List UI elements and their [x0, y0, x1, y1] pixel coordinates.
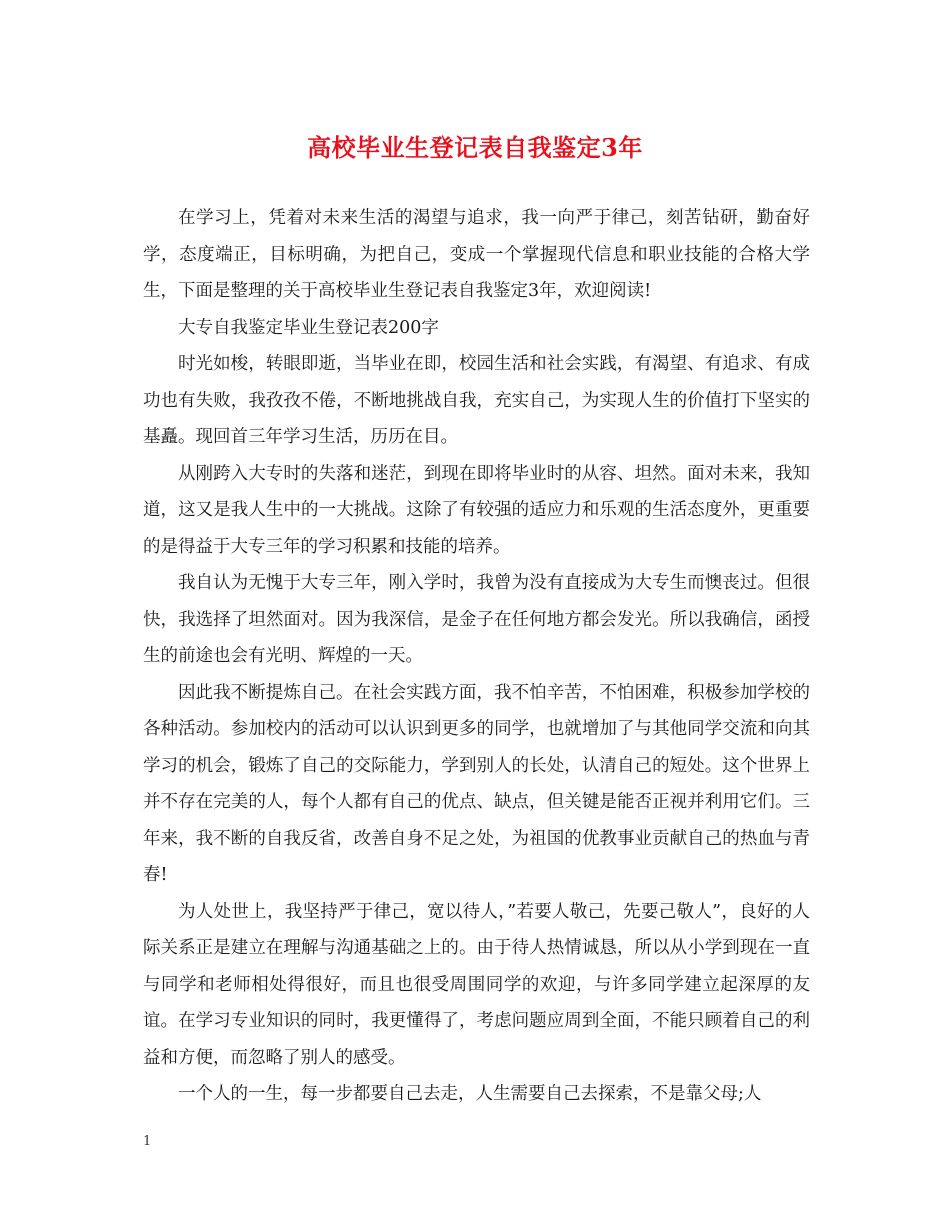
paragraph-subheading: 大专自我鉴定毕业生登记表200字 — [178, 317, 439, 338]
paragraph-interpersonal: 为人处世上，我坚持严于律己，宽以待人，”若要人敬己，先要己敬人”，良好的人际关系正是建立在理解与沟通基础之上的。由于待人热情诚恳，所以从小学到现在一直与同学和老师相处得很好，而且也很受周围同学的欢迎，与许多同学建立起深厚的友谊。在学习专业知识的同时，我更懂得了，考虑问题应周到全面，不能只顾着自己的利益和方便，而忽略了别人的感受。 — [143, 901, 810, 1068]
paragraph-intro: 在学习上，凭着对未来生活的渴望与追求，我一向严于律己，刻苦钻研，勤奋好学，态度端正，目标明确，为把自己，变成一个掌握现代信息和职业技能的合格大学生，下面是整理的关于高校毕业生登记表自我鉴定3年，欢迎阅读! — [143, 208, 810, 301]
page-number: 1 — [143, 1134, 152, 1149]
paragraph-from-freshman: 从刚跨入大专时的失落和迷茫，到现在即将毕业时的从容、坦然。面对未来，我知道，这又是我人生中的一大挑战。这除了有较强的适应力和乐观的生活态度外，更重要的是得益于大专三年的学习积累和技能的培养。 — [143, 463, 810, 557]
paragraph-no-regrets: 我自认为无愧于大专三年，刚入学时，我曾为没有直接成为大专生而懊丧过。但很快，我选择了坦然面对。因为我深信，是金子在任何地方都会发光。所以我确信，函授生的前途也会有光明、辉煌的一天。 — [143, 573, 810, 666]
paragraph-time-flies: 时光如梭，转眼即逝，当毕业在即，校园生活和社会实践，有渴望、有追求、有成功也有失败，我孜孜不倦，不断地挑战自我，充实自己，为实现人生的价值打下坚实的基矗。现回首三年学习生活，历历在目。 — [143, 354, 810, 447]
paragraph-self-improvement: 因此我不断提炼自己。在社会实践方面，我不怕辛苦，不怕困难，积极参加学校的各种活动。参加校内的活动可以认识到更多的同学，也就增加了与其他同学交流和向其学习的机会，锻炼了自己的交际能力，学到别人的长处，认清自己的短处。这个世界上并不存在完美的人，每个人都有自己的优点、缺点，但关键是能否正视并利用它们。三年来，我不断的自我反省，改善自身不足之处，为祖国的优教事业贡献自己的热血与青春! — [143, 682, 810, 885]
document-title: 高校毕业生登记表自我鉴定3年 — [307, 133, 643, 162]
paragraph-life-path: 一个人的一生，每一步都要自己去走，人生需要自己去探索，不是靠父母;人 — [178, 1084, 762, 1104]
document-body — [143, 200, 810, 1113]
